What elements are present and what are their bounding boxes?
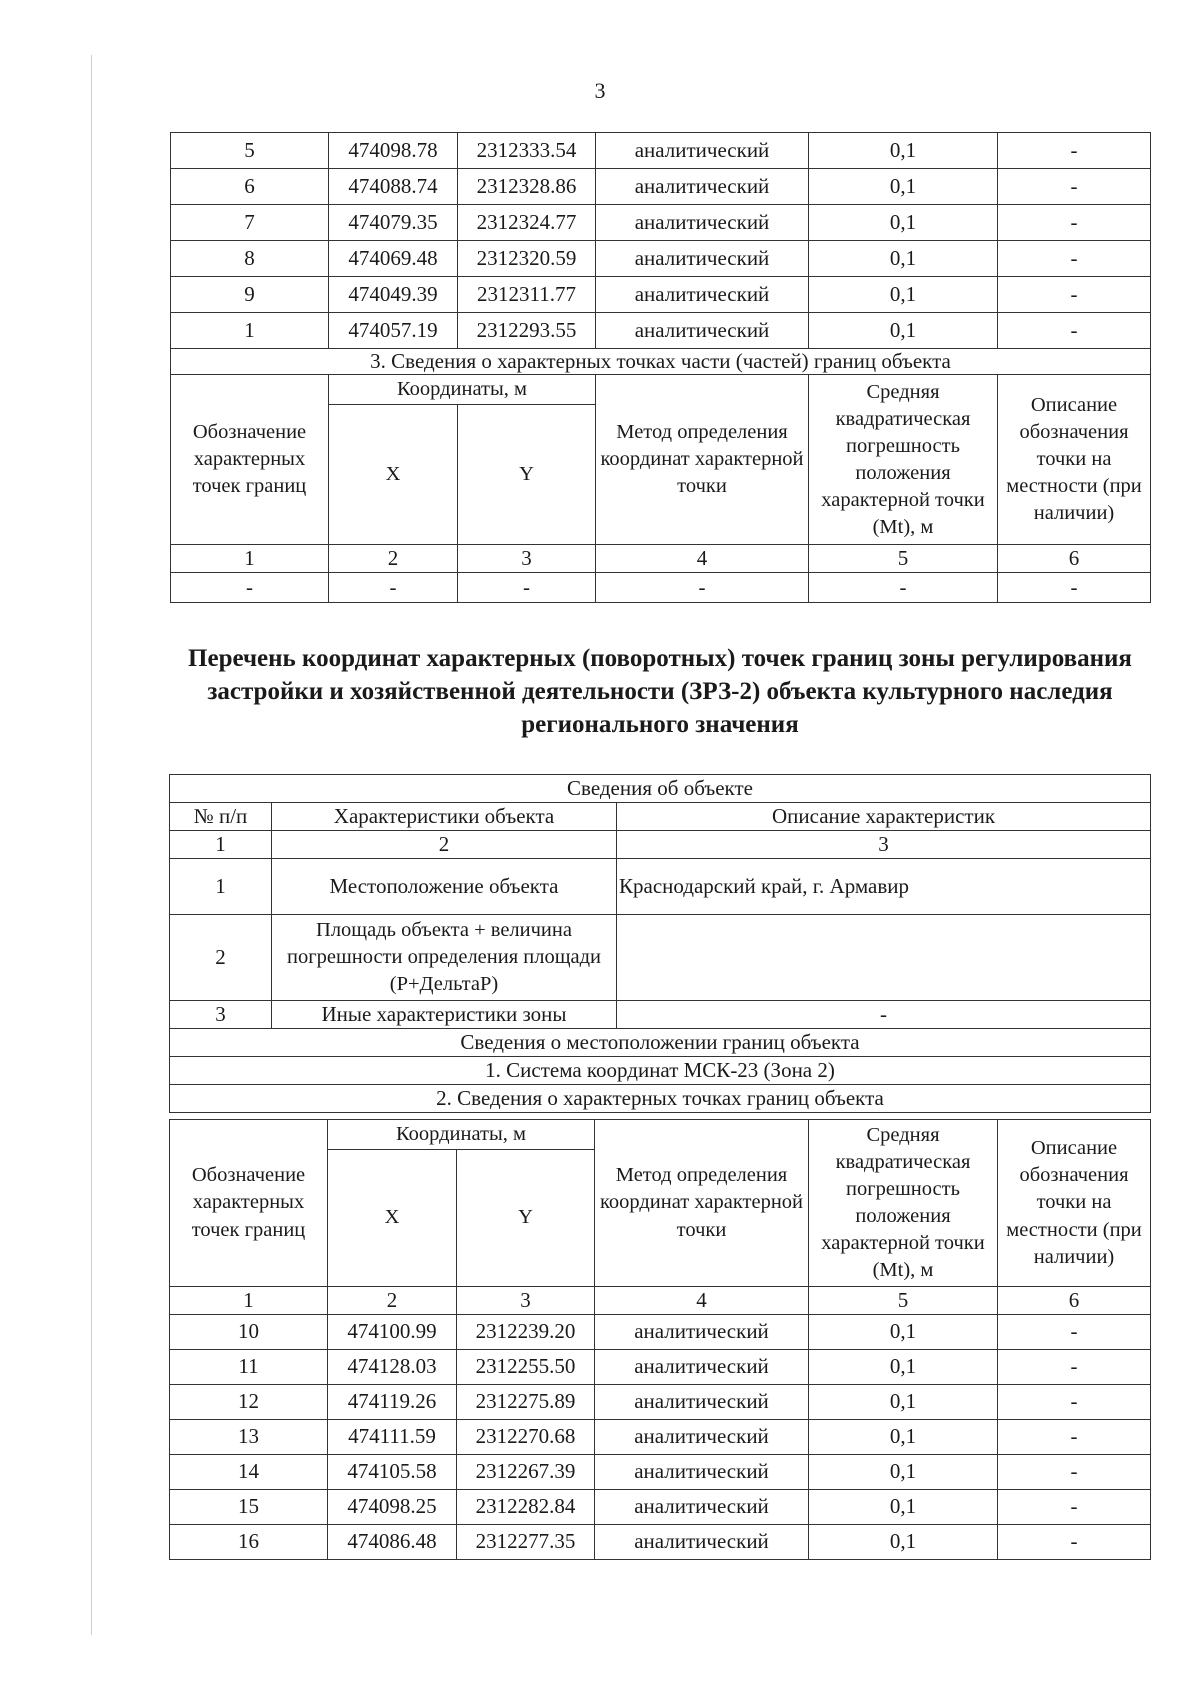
coord-system: 1. Система координат МСК-23 (Зона 2)	[170, 1057, 1151, 1085]
document-heading: Перечень координат характерных (поворотных) точек границ зоны регулирования застройки и хозяйственной деятельности (ЗРЗ-2) объекта культурного наследия регионального значения	[188, 645, 1132, 738]
characteristic-name: Иные характеристики зоны	[272, 1001, 617, 1029]
coord-x: 474128.03	[328, 1350, 457, 1385]
table-row	[171, 277, 1151, 313]
column-number: 3	[617, 831, 1151, 859]
method: аналитический	[595, 1420, 809, 1455]
point-number: 5	[171, 133, 329, 169]
table-row	[170, 1420, 1151, 1455]
row-number: 1	[170, 859, 272, 915]
empty-cell: -	[596, 573, 809, 603]
description: -	[998, 277, 1151, 313]
characteristic-value: -	[617, 1001, 1151, 1029]
point-number: 15	[170, 1490, 328, 1525]
method: аналитический	[596, 169, 809, 205]
coord-x: 474098.25	[328, 1490, 457, 1525]
coord-y: 2312328.86	[458, 169, 596, 205]
column-numbers-row	[171, 545, 1151, 573]
boundary-points-table	[169, 1119, 1151, 1560]
section-title-row	[170, 1029, 1151, 1057]
table-row	[171, 205, 1151, 241]
table-row	[171, 573, 1151, 603]
point-number: 10	[170, 1315, 328, 1350]
point-number: 8	[171, 241, 329, 277]
description: -	[998, 241, 1151, 277]
column-number: 2	[272, 831, 617, 859]
description: -	[998, 1385, 1151, 1420]
table-row	[170, 1350, 1151, 1385]
error-value: 0,1	[809, 1525, 998, 1560]
column-numbers-row	[170, 1287, 1151, 1315]
table-row	[170, 1315, 1151, 1350]
description: -	[998, 1455, 1151, 1490]
description-header: Описание характеристик	[617, 803, 1151, 831]
coordinates-header: Координаты, м	[329, 375, 596, 405]
point-number: 11	[170, 1350, 328, 1385]
error-value: 0,1	[809, 169, 998, 205]
empty-cell: -	[998, 573, 1151, 603]
coord-x: 474111.59	[328, 1420, 457, 1455]
point-number: 9	[171, 277, 329, 313]
method: аналитический	[595, 1525, 809, 1560]
error-value: 0,1	[809, 313, 998, 349]
table-row	[171, 313, 1151, 349]
coord-x: 474069.48	[329, 241, 458, 277]
description: -	[998, 1315, 1151, 1350]
characteristic-value	[617, 915, 1151, 1001]
error-value: 0,1	[809, 1490, 998, 1525]
method: аналитический	[596, 205, 809, 241]
page-number: 3	[594, 78, 606, 103]
table-row	[170, 859, 1151, 915]
coord-y: 2312270.68	[457, 1420, 595, 1455]
y-header: Y	[457, 1150, 595, 1287]
row-number: 3	[170, 1001, 272, 1029]
point-number: 7	[171, 205, 329, 241]
description: -	[998, 313, 1151, 349]
error-value: 0,1	[809, 1455, 998, 1490]
location-title: Сведения о местоположении границ объекта	[170, 1029, 1151, 1057]
error-value: 0,1	[809, 133, 998, 169]
points-table-continued	[170, 132, 1151, 603]
coord-y: 2312267.39	[457, 1455, 595, 1490]
column-number: 2	[329, 545, 458, 573]
section-title-row	[170, 775, 1151, 803]
error-value: 0,1	[809, 205, 998, 241]
empty-cell: -	[458, 573, 596, 603]
coord-x: 474098.78	[329, 133, 458, 169]
characteristic-name: Площадь объекта + величина погрешности определения площади (Р+ДельтаР)	[272, 915, 617, 1001]
coordinates-header: Координаты, м	[328, 1120, 595, 1150]
page-margin-line	[91, 55, 92, 1635]
x-header: X	[329, 405, 458, 545]
description: -	[998, 1490, 1151, 1525]
method: аналитический	[595, 1455, 809, 1490]
method: аналитический	[596, 313, 809, 349]
header-row	[171, 375, 1151, 405]
section-title-row	[170, 1085, 1151, 1113]
empty-cell: -	[809, 573, 998, 603]
coord-x: 474119.26	[328, 1385, 457, 1420]
point-number: 16	[170, 1525, 328, 1560]
column-number: 3	[458, 545, 596, 573]
method-header: Метод определения координат характерной точки	[596, 375, 809, 545]
coord-y: 2312293.55	[458, 313, 596, 349]
column-number: 4	[596, 545, 809, 573]
column-number: 4	[595, 1287, 809, 1315]
method: аналитический	[596, 277, 809, 313]
header-row	[170, 1120, 1151, 1150]
column-number: 6	[998, 545, 1151, 573]
characteristics-header: Характеристики объекта	[272, 803, 617, 831]
table-row	[170, 1525, 1151, 1560]
error-header: Средняя квадратическая погрешность положения характерной точки (Mt), м	[809, 375, 998, 545]
coord-x: 474049.39	[329, 277, 458, 313]
description: -	[998, 169, 1151, 205]
characteristic-value: Краснодарский край, г. Армавир	[617, 859, 1151, 915]
coord-y: 2312311.77	[458, 277, 596, 313]
description: -	[998, 1525, 1151, 1560]
description: -	[998, 1420, 1151, 1455]
point-number: 13	[170, 1420, 328, 1455]
column-numbers-row	[170, 831, 1151, 859]
description: -	[998, 133, 1151, 169]
coord-x: 474057.19	[329, 313, 458, 349]
method-header: Метод определения координат характерной точки	[595, 1120, 809, 1287]
coord-y: 2312239.20	[457, 1315, 595, 1350]
designation-header: Обозначение характерных точек границ	[171, 375, 329, 545]
coord-y: 2312277.35	[457, 1525, 595, 1560]
table-row	[170, 915, 1151, 1001]
error-header: Средняя квадратическая погрешность положения характерной точки (Mt), м	[809, 1120, 998, 1287]
table-row	[170, 1001, 1151, 1029]
x-header: X	[328, 1150, 457, 1287]
y-header: Y	[458, 405, 596, 545]
coord-x: 474088.74	[329, 169, 458, 205]
description-header: Описание обозначения точки на местности (при наличии)	[998, 1120, 1151, 1287]
table-row	[171, 241, 1151, 277]
description-header: Описание обозначения точки на местности (при наличии)	[998, 375, 1151, 545]
table-row	[171, 169, 1151, 205]
point-number: 6	[171, 169, 329, 205]
error-value: 0,1	[809, 1385, 998, 1420]
object-info-title: Сведения об объекте	[170, 775, 1151, 803]
section-title-row	[171, 349, 1151, 375]
method: аналитический	[595, 1315, 809, 1350]
coord-y: 2312324.77	[458, 205, 596, 241]
row-number: 2	[170, 915, 272, 1001]
coord-x: 474105.58	[328, 1455, 457, 1490]
column-number: 6	[998, 1287, 1151, 1315]
coord-x: 474100.99	[328, 1315, 457, 1350]
point-number: 1	[171, 313, 329, 349]
table-row	[171, 133, 1151, 169]
table-row	[170, 1385, 1151, 1420]
coord-y: 2312255.50	[457, 1350, 595, 1385]
error-value: 0,1	[809, 1315, 998, 1350]
error-value: 0,1	[809, 241, 998, 277]
point-number: 12	[170, 1385, 328, 1420]
method: аналитический	[596, 241, 809, 277]
method: аналитический	[595, 1385, 809, 1420]
coord-x: 474079.35	[329, 205, 458, 241]
characteristic-name: Местоположение объекта	[272, 859, 617, 915]
section2-title: 2. Сведения о характерных точках границ объекта	[170, 1085, 1151, 1113]
table-row	[170, 1490, 1151, 1525]
num-header: № п/п	[170, 803, 272, 831]
method: аналитический	[595, 1350, 809, 1385]
column-number: 2	[328, 1287, 457, 1315]
method: аналитический	[595, 1490, 809, 1525]
error-value: 0,1	[809, 1350, 998, 1385]
coord-y: 2312320.59	[458, 241, 596, 277]
coord-x: 474086.48	[328, 1525, 457, 1560]
table-row	[170, 1455, 1151, 1490]
point-number: 14	[170, 1455, 328, 1490]
designation-header: Обозначение характерных точек границ	[170, 1120, 328, 1287]
error-value: 0,1	[809, 277, 998, 313]
object-info-table	[169, 774, 1151, 1113]
error-value: 0,1	[809, 1420, 998, 1455]
section-title-row	[170, 1057, 1151, 1085]
empty-cell: -	[329, 573, 458, 603]
column-number: 5	[809, 545, 998, 573]
method: аналитический	[596, 133, 809, 169]
empty-cell: -	[171, 573, 329, 603]
header-row	[170, 803, 1151, 831]
column-number: 1	[170, 831, 272, 859]
coord-y: 2312275.89	[457, 1385, 595, 1420]
section3-title: 3. Сведения о характерных точках части (частей) границ объекта	[171, 349, 1151, 375]
coord-y: 2312282.84	[457, 1490, 595, 1525]
column-number: 3	[457, 1287, 595, 1315]
description: -	[998, 1350, 1151, 1385]
coord-y: 2312333.54	[458, 133, 596, 169]
column-number: 1	[170, 1287, 328, 1315]
column-number: 1	[171, 545, 329, 573]
column-number: 5	[809, 1287, 998, 1315]
description: -	[998, 205, 1151, 241]
